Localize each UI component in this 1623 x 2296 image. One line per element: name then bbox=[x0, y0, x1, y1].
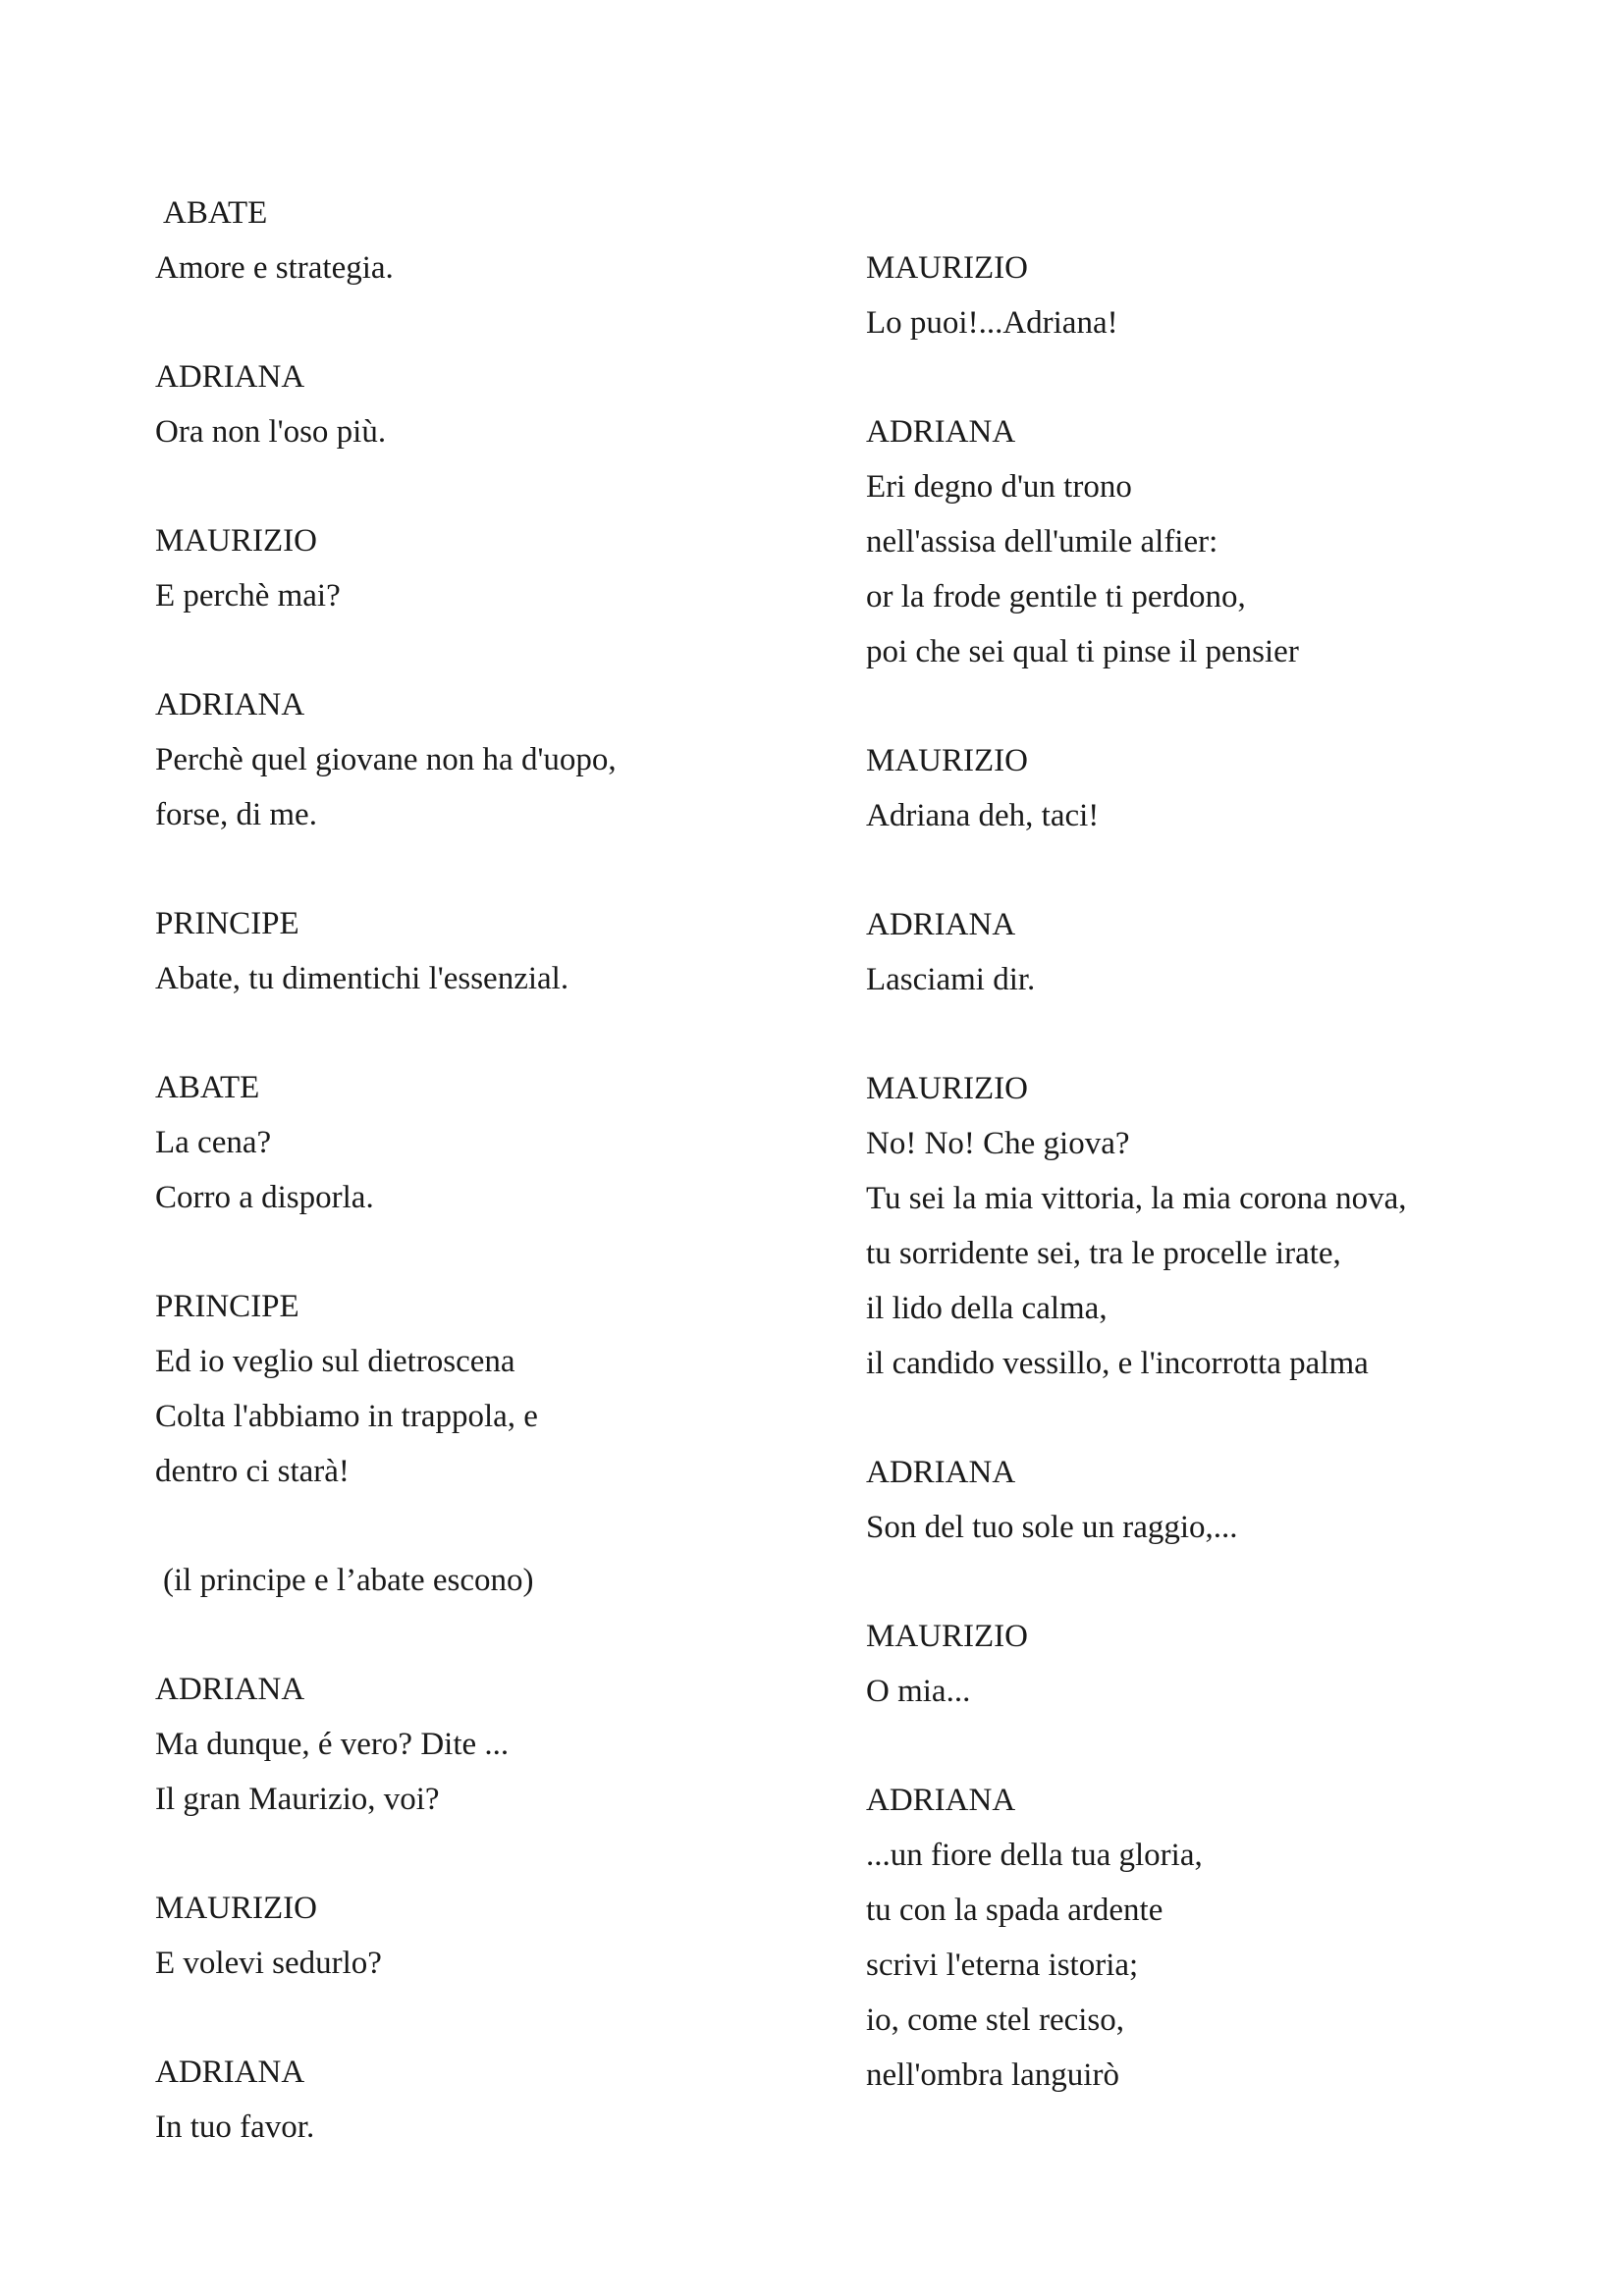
dialogue-line: Lasciami dir. bbox=[866, 962, 1036, 997]
speaker-name: MAURIZIO bbox=[866, 1619, 1028, 1654]
speaker-name: MAURIZIO bbox=[155, 523, 317, 559]
speaker-name: ADRIANA bbox=[155, 359, 305, 395]
speaker-name: MAURIZIO bbox=[155, 1891, 317, 1926]
dialogue-line: La cena? bbox=[155, 1125, 272, 1160]
stage-direction: (il principe e l’abate escono) bbox=[163, 1563, 534, 1598]
dialogue-line: io, come stel reciso, bbox=[866, 2002, 1125, 2038]
dialogue-line: Tu sei la mia vittoria, la mia corona nova, bbox=[866, 1181, 1407, 1216]
dialogue-line: E volevi sedurlo? bbox=[155, 1946, 382, 1981]
speaker-name: ABATE bbox=[163, 195, 268, 231]
speaker-name: MAURIZIO bbox=[866, 743, 1028, 778]
speaker-name: MAURIZIO bbox=[866, 250, 1028, 286]
dialogue-line: Colta l'abbiamo in trappola, e bbox=[155, 1399, 538, 1434]
speaker-name: ADRIANA bbox=[155, 687, 305, 722]
dialogue-line: Abate, tu dimentichi l'essenzial. bbox=[155, 961, 569, 996]
dialogue-line: Corro a disporla. bbox=[155, 1180, 374, 1215]
dialogue-line: O mia... bbox=[866, 1674, 971, 1709]
dialogue-line: tu con la spada ardente bbox=[866, 1893, 1163, 1928]
dialogue-line: dentro ci starà! bbox=[155, 1454, 350, 1489]
dialogue-line: Son del tuo sole un raggio,... bbox=[866, 1510, 1238, 1545]
dialogue-line: Ma dunque, é vero? Dite ... bbox=[155, 1727, 510, 1762]
dialogue-line: Il gran Maurizio, voi? bbox=[155, 1782, 440, 1817]
dialogue-line: il candido vessillo, e l'incorrotta palma bbox=[866, 1346, 1369, 1381]
dialogue-line: Adriana deh, taci! bbox=[866, 798, 1100, 833]
speaker-name: ABATE bbox=[155, 1070, 260, 1105]
dialogue-line: nell'assisa dell'umile alfier: bbox=[866, 524, 1218, 560]
dialogue-line: scrivi l'eterna istoria; bbox=[866, 1948, 1139, 1983]
dialogue-line: In tuo favor. bbox=[155, 2109, 315, 2145]
dialogue-line: nell'ombra languirò bbox=[866, 2057, 1119, 2093]
dialogue-line: forse, di me. bbox=[155, 797, 317, 832]
speaker-name: ADRIANA bbox=[866, 1783, 1016, 1818]
speaker-name: ADRIANA bbox=[866, 907, 1016, 942]
dialogue-line: Amore e strategia. bbox=[155, 250, 394, 286]
dialogue-line: Perchè quel giovane non ha d'uopo, bbox=[155, 742, 617, 777]
dialogue-line: Ora non l'oso più. bbox=[155, 414, 387, 450]
dialogue-line: ...un fiore della tua gloria, bbox=[866, 1838, 1203, 1873]
dialogue-line: Eri degno d'un trono bbox=[866, 469, 1132, 505]
dialogue-line: or la frode gentile ti perdono, bbox=[866, 579, 1246, 614]
speaker-name: ADRIANA bbox=[155, 2055, 305, 2090]
dialogue-line: Ed io veglio sul dietroscena bbox=[155, 1344, 515, 1379]
speaker-name: ADRIANA bbox=[155, 1672, 305, 1707]
speaker-name: ADRIANA bbox=[866, 414, 1016, 450]
speaker-name: PRINCIPE bbox=[155, 906, 299, 941]
dialogue-line: Lo puoi!...Adriana! bbox=[866, 305, 1118, 341]
dialogue-line: poi che sei qual ti pinse il pensier bbox=[866, 634, 1299, 669]
dialogue-line: E perchè mai? bbox=[155, 578, 341, 614]
dialogue-line: il lido della calma, bbox=[866, 1291, 1108, 1326]
dialogue-line: tu sorridente sei, tra le procelle irate, bbox=[866, 1236, 1341, 1271]
speaker-name: PRINCIPE bbox=[155, 1289, 299, 1324]
dialogue-line: No! No! Che giova? bbox=[866, 1126, 1130, 1161]
speaker-name: MAURIZIO bbox=[866, 1071, 1028, 1106]
speaker-name: ADRIANA bbox=[866, 1455, 1016, 1490]
